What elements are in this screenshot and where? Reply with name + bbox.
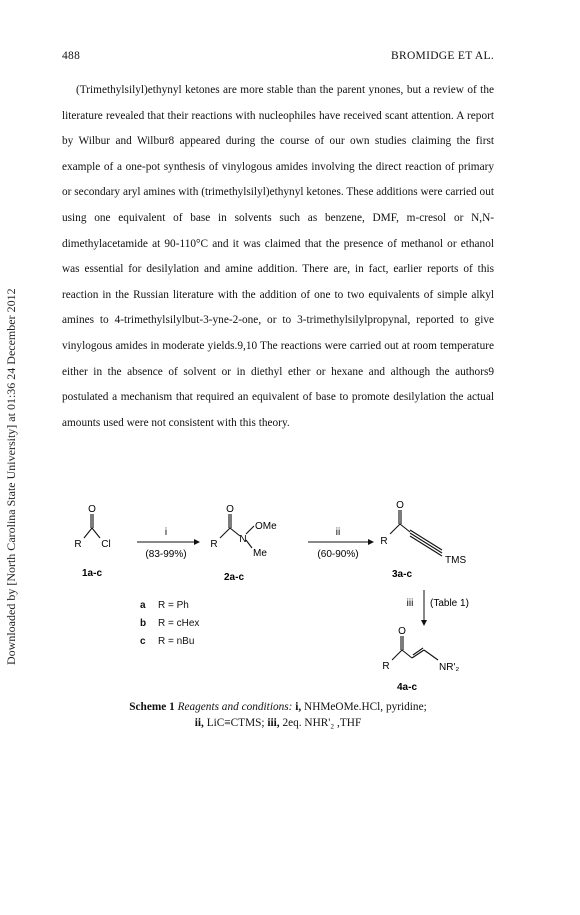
body-text [62,78,494,436]
r-group-value: R = Ph [158,600,189,611]
c3-label: 3a-c [391,569,413,580]
c1-label: 1a-c [81,568,103,579]
r-group-key: b [140,618,147,629]
step-i-reagent: i [164,527,168,538]
r-group-value: R = cHex [158,618,200,629]
c4-label: 4a-c [396,682,418,693]
c1-chlorine: Cl [101,539,111,550]
c3-oxygen: O [396,500,404,511]
scheme-drawing [62,502,522,702]
caption-step3: 2eq. NHR'₂ ,THF [282,717,362,729]
c2-methyl: Me [253,548,267,559]
c1-r-group: R [74,539,82,550]
caption-heading: Reagents and conditions: [177,701,293,713]
caption-line-2 [62,715,494,731]
page-number: 488 [62,50,81,62]
r-group-key: c [140,636,146,647]
c3-r-group: R [380,536,388,547]
caption-step1: NHMeOMe.HCl, pyridine; [304,701,427,713]
compound-4 [392,636,438,660]
caption-step1-key: i, [295,701,302,713]
step-i-yield: (83-99%) [145,549,187,560]
compound-3 [390,510,442,556]
arrowhead-step-i [194,539,200,545]
c2-r-group: R [210,539,218,550]
page-header [62,50,494,62]
step-ii-yield: (60-90%) [317,549,359,560]
step-iii-note: (Table 1) [430,598,469,609]
caption-step3-key: iii, [267,717,280,729]
c4-oxygen: O [398,626,406,637]
c1-oxygen: O [88,504,96,515]
compound-2 [220,514,254,548]
caption-step2: LiC≡CTMS; [206,717,265,729]
c2-label: 2a-c [223,572,245,583]
c4-r-group: R [382,661,390,672]
r-group-row [140,615,199,633]
caption-line-1 [62,699,494,715]
r-group-key: a [140,600,146,611]
compound-1 [84,514,100,538]
arrowhead-step-ii [368,539,374,545]
caption-label: Scheme 1 [129,701,175,713]
reaction-scheme [62,502,522,702]
r-group-list [140,597,199,651]
r-group-row [140,633,199,651]
caption-step2-key: ii, [194,717,204,729]
r-group-value: R = nBu [158,636,195,647]
c2-methoxy: OMe [255,521,277,532]
c2-oxygen: O [226,504,234,515]
r-group-row [140,597,199,615]
running-head: BROMIDGE ET AL. [391,50,494,62]
download-watermark: Downloaded by [North Carolina State University] at 01:36 24 December 2012 [4,288,18,665]
c3-tms: TMS [445,555,467,566]
step-iii-reagent: iii [406,598,414,609]
paragraph: (Trimethylsilyl)ethynyl ketones are more stable than the parent ynones, but a review of the literature revealed that their reactions with nucleophiles have received scant attention. A report by Wilbur and Wilbur8 appeared during the course of our own studies claiming the first example of a one-pot synthesis of vinylogous amides involving the direct reaction of primary or secondary aryl amines with (trimethylsilyl)ethynyl ketones. These additions were carried out using one equivalent of base in solvents such as benzene, DMF, m-cresol or N,N-dimethylacetamide at 90-110°C and it was claimed that the presence of methanol or ethanol was essential for desilylation and amine addition. There are, in fact, earlier reports of this reaction in the Russian literature with the addition of one to two equivalents of simple alkyl amines to 4-trimethylsilylbut-3-yne-2-one, or to 3-trimethylsilylpropynal, reported to give vinylogous amides in moderate yields.9,10 The reactions were carried out at room temperature either in the absence of solvent or in diethyl ether or hexane and although the authors9 postulated a mechanism that required an equivalent of base to promote desilylation the actual amounts used were not consistent with this theory. [62,84,494,429]
arrowhead-step-iii [421,620,427,626]
step-ii-reagent: ii [335,527,341,538]
c2-nitrogen: N [239,534,247,545]
scheme-caption [62,699,494,731]
c4-amine: NR'₂ [439,662,460,673]
